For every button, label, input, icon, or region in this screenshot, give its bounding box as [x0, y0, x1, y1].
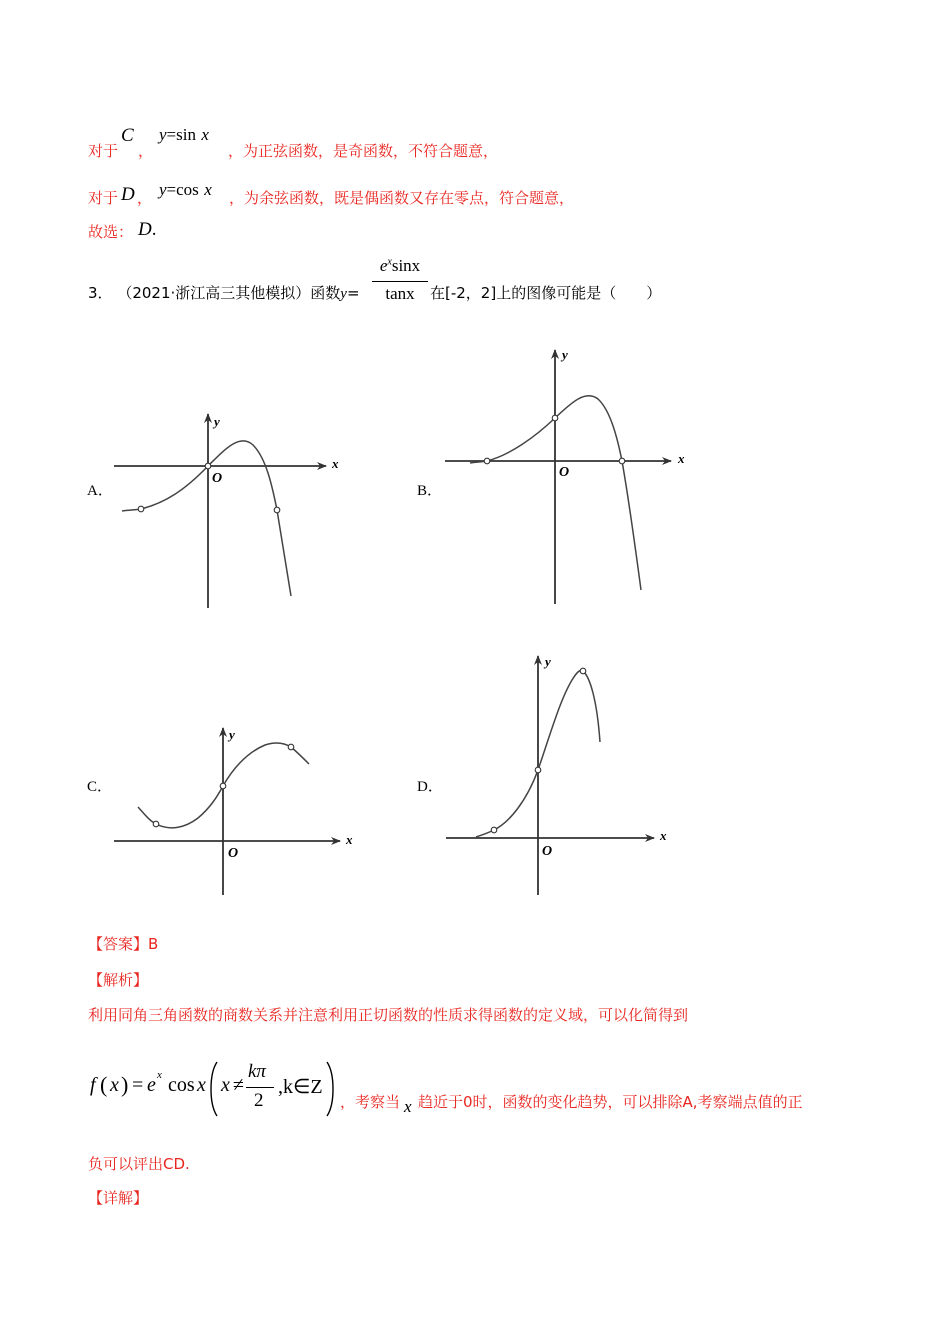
graph-b-x-label: x — [678, 451, 685, 466]
right-paren-large — [324, 1060, 338, 1118]
solution-line-d: 对于 — [88, 189, 119, 207]
option-letter-c: C — [121, 125, 134, 146]
graph-c-open-point — [153, 821, 159, 827]
graph-d-open-point — [580, 668, 586, 674]
option-d-label[interactable]: D． — [417, 779, 443, 795]
option-letter-d: D — [121, 184, 135, 205]
graph-d-y-label: y — [545, 654, 551, 669]
question-stem: 3． （2021·浙江高三其他模拟）函数y= — [88, 284, 360, 302]
fraction-denominator: tanx — [385, 284, 415, 303]
graph-c-y-label: y — [229, 727, 235, 742]
graph-b-origin: O — [559, 465, 570, 480]
graph-a-x-label: x — [332, 456, 339, 471]
graph-d-open-point — [491, 827, 497, 833]
graph-a-open-point — [274, 507, 280, 513]
option-a-label[interactable]: A． — [87, 483, 113, 499]
graph-d-open-point — [535, 767, 541, 773]
comma: ， — [138, 142, 154, 160]
comma: ， — [137, 189, 153, 207]
graph-c-open-point — [288, 744, 294, 750]
graph-c-x-label: x — [346, 832, 353, 847]
formula-fraction-bar — [246, 1087, 274, 1088]
analysis-formula: f ( x ) = e x cos x x ≠ kπ 2 ,k∈Z — [88, 1060, 338, 1120]
conclusion: 故选： — [88, 223, 134, 241]
formula-cos: y=cos x — [159, 180, 212, 199]
graph-a[interactable] — [114, 414, 339, 608]
analysis-text-line3: 负可以评出CD. — [88, 1155, 190, 1173]
fraction-numerator: $e^x\sin x$ — [379, 256, 421, 275]
graph-d-x-label: x — [660, 828, 667, 843]
analysis-text-line2a: ，考察当 — [340, 1093, 401, 1111]
option-c-label[interactable]: C． — [87, 779, 113, 795]
formula-sin: y=sin x — [159, 125, 209, 144]
graph-b-open-point — [619, 458, 625, 464]
analysis-text-line1: 利用同角三角函数的商数关系并注意利用正切函数的性质求得函数的定义域，可以化简得到 — [88, 1006, 689, 1024]
analysis-var-x: x — [404, 1097, 412, 1116]
graph-d[interactable] — [446, 654, 667, 895]
graph-b-open-point — [484, 458, 490, 464]
graph-a-open-point — [205, 463, 211, 469]
graph-b[interactable] — [445, 347, 685, 604]
left-paren-large — [206, 1060, 220, 1118]
graph-b-y-label: y — [562, 347, 568, 362]
graph-a-origin: O — [212, 471, 223, 486]
option-b-label[interactable]: B． — [417, 483, 443, 499]
analysis-text-line2b: 趋近于0时，函数的变化趋势，可以排除A,考察端点值的正 — [418, 1093, 803, 1111]
detail-tag: 【详解】 — [88, 1189, 149, 1207]
conclusion-answer: D. — [138, 219, 157, 240]
answer-line: 【答案】B — [88, 935, 159, 953]
solution-line-c: 对于 — [88, 142, 119, 160]
graph-c-open-point — [220, 783, 226, 789]
solution-line-d-text: ，为余弦函数，既是偶函数又存在零点，符合题意， — [229, 189, 575, 207]
graph-d-origin: O — [542, 844, 553, 859]
solution-line-c-text: ，为正弦函数，是奇函数，不符合题意， — [228, 142, 499, 160]
question-tail: 在[-2，2]上的图像可能是（ ） — [430, 284, 662, 302]
analysis-tag: 【解析】 — [88, 971, 149, 989]
graph-c[interactable] — [114, 727, 353, 895]
graph-a-open-point — [138, 506, 144, 512]
graph-b-open-point — [552, 415, 558, 421]
graph-c-origin: O — [228, 846, 239, 861]
graph-a-y-label: y — [214, 414, 220, 429]
